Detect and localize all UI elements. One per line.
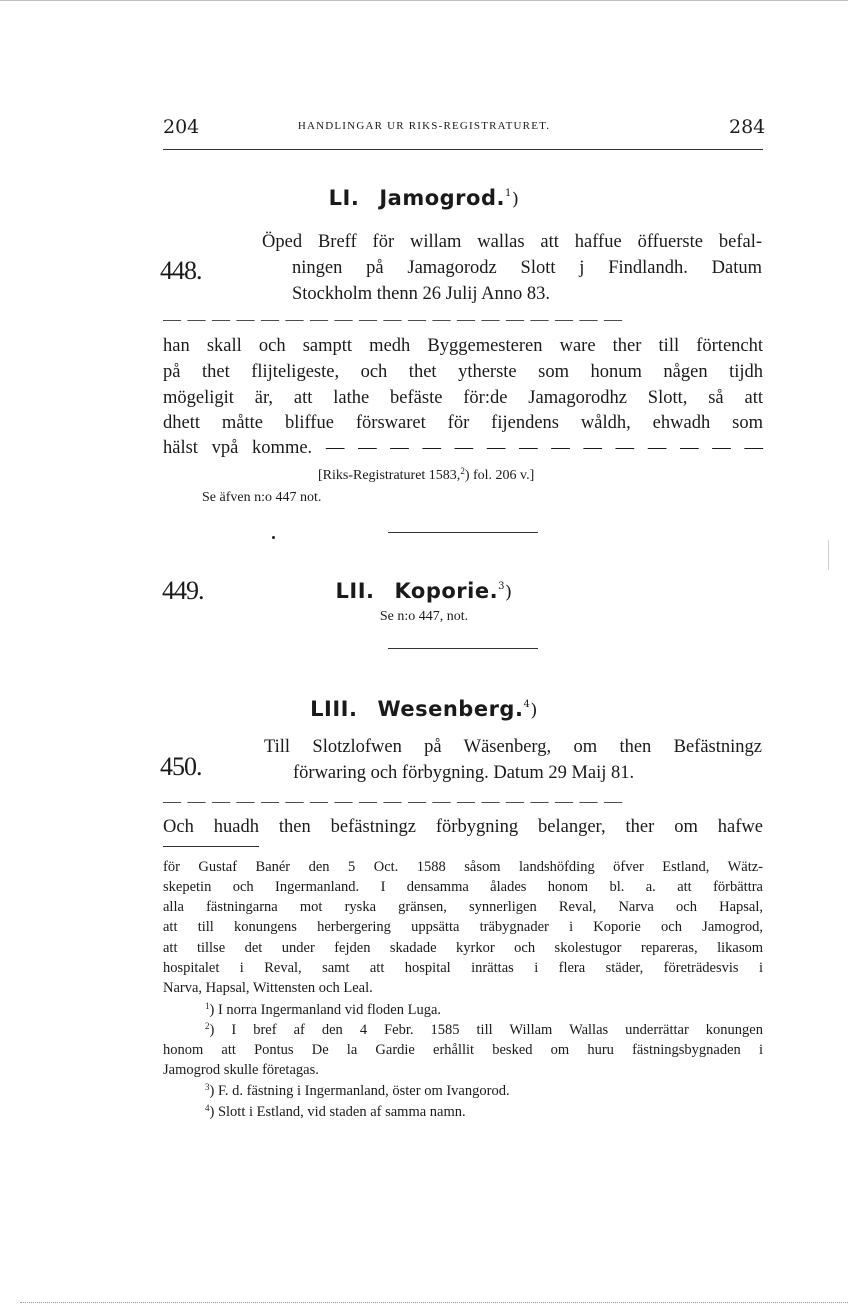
document-number-450: 450. (160, 752, 202, 781)
source-citation-folio: ) fol. 206 v.] (464, 468, 535, 483)
footnote-line: Narva, Hapsal, Wittensten och Leal. (163, 980, 373, 996)
section-heading-lii: LII. Koporie.$^3$) (335, 579, 513, 603)
footnote-1: $^1$) I norra Ingermanland vid floden Luga. (205, 1001, 442, 1018)
footnote-line: Jamogrod skulle företagas. (163, 1062, 319, 1078)
footnote-ref: 3 (498, 581, 505, 592)
summary-line: Stockholm thenn 26 Julij Anno 83. (292, 284, 550, 304)
omission-dashes: — — — — — — — — — — — — — — — — — — — (163, 791, 623, 811)
footnote-2: $^2$) I bref af den 4 Febr. 1585 till Willam Wallas underrättar konungen (205, 1021, 763, 1038)
summary-line: ningen på Jamagorodz Slott j Findlandh. Datum (292, 258, 762, 278)
omission-dashes: — — — — — — — — — — — — — — — — — — — (163, 309, 623, 329)
right-page-number: 284 (729, 116, 766, 138)
footnote-text: Slott i Estland, vid staden af samma namn. (217, 1104, 466, 1120)
section-divider (388, 648, 538, 649)
section-roman: LIII. (310, 697, 358, 721)
section-title: Koporie. (394, 579, 499, 603)
summary-line: Till Slotzlofwen på Wäsenberg, om then Befästningz (264, 737, 762, 757)
section-heading-li: LI. Jamogrod.$^1$) (328, 186, 520, 210)
page-bottom-edge (20, 1302, 848, 1303)
footnote-3: $^3$) F. d. fästning i Ingermanland, öster om Ivangorod. (205, 1082, 510, 1099)
footnote-line: att till konungens herbergering uppsätta träbygnader i Koporie och Jamogrod, (163, 919, 763, 935)
left-page-number: 204 (163, 116, 200, 138)
footnote-ref: 4 (523, 699, 531, 710)
body-line: Och huadh then befästningz förbygning belanger, ther om hafwe (163, 817, 763, 837)
source-citation (318, 466, 534, 484)
footnote-mark: 2 (205, 1021, 210, 1031)
summary-line: Öped Breff för willam wallas att haffue öffuerste befal- (262, 232, 762, 252)
document-number-448: 448. (160, 256, 202, 285)
running-title: HANDLINGAR UR RIKS-REGISTRATURET. (297, 120, 551, 132)
footnote-line: skepetin och Ingermanland. I densamma ålades honom bl. a. att förbättra (163, 879, 763, 895)
body-line: han skall och samptt medh Byggemesteren ware ther till förtencht (163, 336, 763, 356)
see-also-note: Se äfven n:o 447 not. (202, 490, 322, 505)
footnote-mark: 3 (205, 1082, 210, 1092)
summary-line: förwaring och förbygning. Datum 29 Maij 81. (293, 763, 635, 783)
footnote-line: alla fästningarna mot ryska gränsen, synnerligen Reval, Narva och Hapsal, (163, 899, 763, 915)
body-line: mögeligit är, att lathe befäste för:de Jamagorodhz Slott, så att (163, 388, 763, 408)
print-speck (272, 536, 275, 539)
footnote-mark: 1 (205, 1001, 210, 1011)
footnote-line: att tillse det under fejden skadade kyrkor och skolestugor repareras, likasom (163, 940, 763, 956)
footnote-4: $^4$) Slott i Estland, vid staden af samma namn. (205, 1103, 466, 1120)
document-number-449: 449. (162, 576, 204, 605)
section-roman: LII. (335, 579, 375, 603)
section-divider (388, 532, 538, 533)
section-heading-liii: LIII. Wesenberg.$^4$) (310, 697, 538, 721)
source-citation-text: [Riks-Registraturet 1583, (318, 468, 461, 483)
footnote-mark: 4 (205, 1103, 210, 1113)
footnote-text: I bref af den 4 Febr. 1585 till Willam Wallas underrättar konungen (231, 1022, 763, 1038)
footnote-line: hospitalet i Reval, samt att hospital inrättas i flera städer, företrädesvis i (163, 960, 763, 976)
page-top-edge (0, 0, 848, 1)
page-margin-mark (828, 540, 829, 570)
footnote-text: F. d. fästning i Ingermanland, öster om Ivangorod. (217, 1083, 510, 1099)
footnote-ref: 2 (460, 466, 465, 476)
footnote-line: honom att Pontus De la Gardie erhållit besked om huru fästningsbygnaden i (163, 1042, 763, 1058)
section-roman: LI. (328, 186, 360, 210)
see-also-note: Se n:o 447, not. (379, 609, 469, 624)
footnote-separator (163, 846, 259, 847)
footnote-text: I norra Ingermanland vid floden Luga. (217, 1002, 442, 1018)
footnote-line: för Gustaf Banér den 5 Oct. 1588 såsom landshöfding öfver Estland, Wätz- (163, 859, 763, 875)
section-title: Jamogrod. (379, 186, 505, 210)
header-rule (163, 149, 763, 150)
footnote-ref: 1 (504, 188, 512, 199)
body-line: på thet flijteligeste, och thet ytherste som honum någen tijdh (163, 362, 763, 382)
body-line: dhett måtte bliffue förswaret för fijendens wåldh, ehwadh som (163, 413, 763, 433)
body-line: hälst vpå komme. — — — — — — — — — — — — — — (163, 438, 763, 458)
section-title: Wesenberg. (377, 697, 524, 721)
